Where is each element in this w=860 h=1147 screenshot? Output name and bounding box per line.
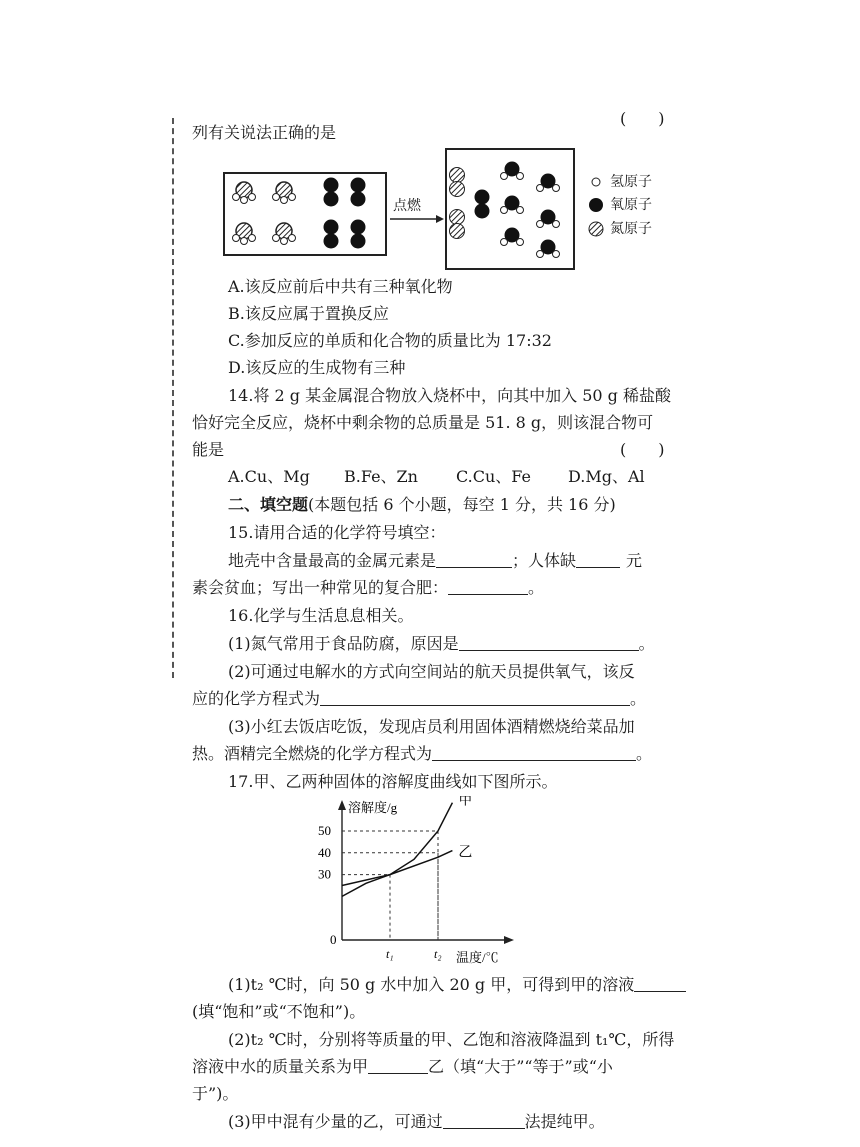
q17-part2-line3: 于”)。 — [192, 1084, 239, 1103]
legend-nitrogen-label: 氮原子 — [610, 221, 652, 237]
series-label: 甲 — [458, 796, 473, 809]
nitrogen-atom-icon — [589, 222, 603, 236]
q17-part2-line1: (2)t₂ ℃时，分别将等质量的甲、乙饱和溶液降温到 t₁℃，所得 — [228, 1030, 675, 1049]
legend-hydrogen-label: 氢原子 — [610, 174, 652, 190]
q17-p2-text: 溶液中水的质量关系为甲 — [192, 1057, 369, 1076]
q13-option-a: A.该反应前后中共有三种氧化物 — [228, 277, 453, 296]
section-heading — [228, 494, 616, 516]
origin-label: 0 — [330, 932, 337, 947]
q16-part2-line1: (2)可通过电解水的方式向空间站的航天员提供氧气，该反 — [228, 662, 635, 681]
q13-stem: 列有关说法正确的是 — [192, 123, 337, 142]
y-tick-label: 40 — [318, 844, 331, 860]
q16-part2-line2 — [192, 688, 646, 710]
q15-text-b: ；人体缺 — [512, 551, 577, 570]
answer-blank-compound-fertilizer[interactable] — [448, 578, 528, 595]
q16-part1 — [228, 633, 655, 655]
q16-p2-text: 应的化学方程式为 — [192, 689, 321, 708]
answer-blank-purification-method[interactable] — [443, 1112, 525, 1129]
q14-option-b: B.Fe、Zn — [344, 467, 418, 486]
q17-part3 — [228, 1111, 605, 1133]
solubility-chart — [306, 796, 546, 966]
y-tick-label: 30 — [318, 866, 331, 882]
answer-blank-ethanol-combustion[interactable] — [432, 744, 636, 761]
q15-line1: 15.请用合适的化学符号填空： — [228, 523, 446, 542]
q14-option-c: C.Cu、Fe — [456, 467, 532, 486]
q17-part1-line1 — [228, 974, 686, 996]
x-axis-arrow — [504, 936, 514, 944]
q14-option-a: A.Cu、Mg — [228, 467, 310, 486]
arrow-label: 点燃 — [393, 198, 421, 214]
y-axis-arrow — [338, 800, 346, 810]
series-label: 乙 — [458, 845, 473, 861]
q16-p2-end: 。 — [630, 689, 647, 708]
q15-line3 — [192, 577, 544, 599]
q14-option-d: D.Mg、Al — [568, 467, 645, 486]
oxygen-atom-icon — [589, 198, 603, 212]
answer-blank-water-mass[interactable] — [368, 1057, 428, 1074]
q14-line1: 14.将 2 g 某金属混合物放入烧杯中，向其中加入 50 g 稀盐酸 — [228, 386, 671, 405]
q16-p3-text: 热。酒精完全燃烧的化学方程式为 — [192, 744, 433, 763]
y-tick-label: 50 — [318, 823, 331, 838]
q16-p1-text: (1)氮气常用于食品防腐，原因是 — [228, 634, 459, 653]
arrow-head — [436, 215, 444, 223]
q17-p2-rest: 乙（填“大于”“等于”或“小 — [428, 1057, 613, 1076]
q15-text-e: 。 — [528, 578, 545, 597]
q14-line3: 能是 — [192, 440, 225, 459]
section-note: (本题包括 6 个小题，每空 1 分，共 16 分) — [308, 495, 616, 514]
q17-p1-text: (1)t₂ ℃时，向 50 g 水中加入 20 g 甲，可得到甲的溶液 — [228, 975, 635, 994]
q16-p1-end: 。 — [638, 634, 655, 653]
answer-blank-anemia-element[interactable] — [576, 551, 620, 568]
q16-p3-end: 。 — [636, 744, 653, 763]
section-title: 二、填空题 — [228, 495, 309, 514]
q15-text-d: 素会贫血；写出一种常见的复合肥： — [192, 578, 449, 597]
q16-part3-line1: (3)小红去饭店吃饭，发现店员利用固体酒精燃烧给菜品加 — [228, 717, 635, 736]
q17-p3-text: (3)甲中混有少量的乙，可通过 — [228, 1112, 443, 1131]
q17-line1: 17.甲、乙两种固体的溶解度曲线如下图所示。 — [228, 772, 558, 791]
q13-answer-paren: ( ) — [620, 109, 665, 128]
q15-line2 — [228, 550, 642, 572]
answer-blank-electrolysis-equation[interactable] — [320, 689, 630, 706]
legend-oxygen-label: 氧原子 — [610, 197, 652, 213]
q15-text-c: 元 — [626, 551, 643, 570]
hydrogen-atom-icon — [592, 178, 600, 186]
x-tick-label: t₂ — [434, 947, 442, 961]
x-tick-label: t₁ — [386, 947, 394, 961]
q13-option-b: B.该反应属于置换反应 — [228, 304, 389, 323]
q13-option-d: D.该反应的生成物有三种 — [228, 358, 406, 377]
q13-option-c: C.参加反应的单质和化合物的质量比为 17:32 — [228, 331, 552, 350]
q15-text-a: 地壳中含量最高的金属元素是 — [228, 551, 437, 570]
binding-margin-line — [172, 118, 174, 678]
x-axis-label: 温度/℃ — [456, 950, 499, 965]
solubility-chart-svg — [306, 796, 546, 966]
answer-blank-metal-element[interactable] — [436, 551, 512, 568]
reaction-diagram — [222, 145, 682, 275]
q14-answer-paren: ( ) — [620, 440, 665, 459]
q17-p3-end: 法提纯甲。 — [524, 1112, 605, 1131]
q17-part1-line2: (填“饱和”或“不饱和”)。 — [192, 1002, 366, 1021]
answer-blank-nitrogen-reason[interactable] — [459, 634, 639, 651]
answer-blank-saturation[interactable] — [634, 975, 686, 992]
q16-line1: 16.化学与生活息息相关。 — [228, 606, 414, 625]
q14-line2: 恰好完全反应，烧杯中剩余物的总质量是 51. 8 g，则该混合物可 — [192, 413, 654, 432]
q17-part2-line2 — [192, 1056, 613, 1078]
q16-part3-line2 — [192, 743, 652, 765]
y-axis-label: 溶解度/g — [348, 800, 398, 815]
series-line-yi — [342, 851, 452, 886]
